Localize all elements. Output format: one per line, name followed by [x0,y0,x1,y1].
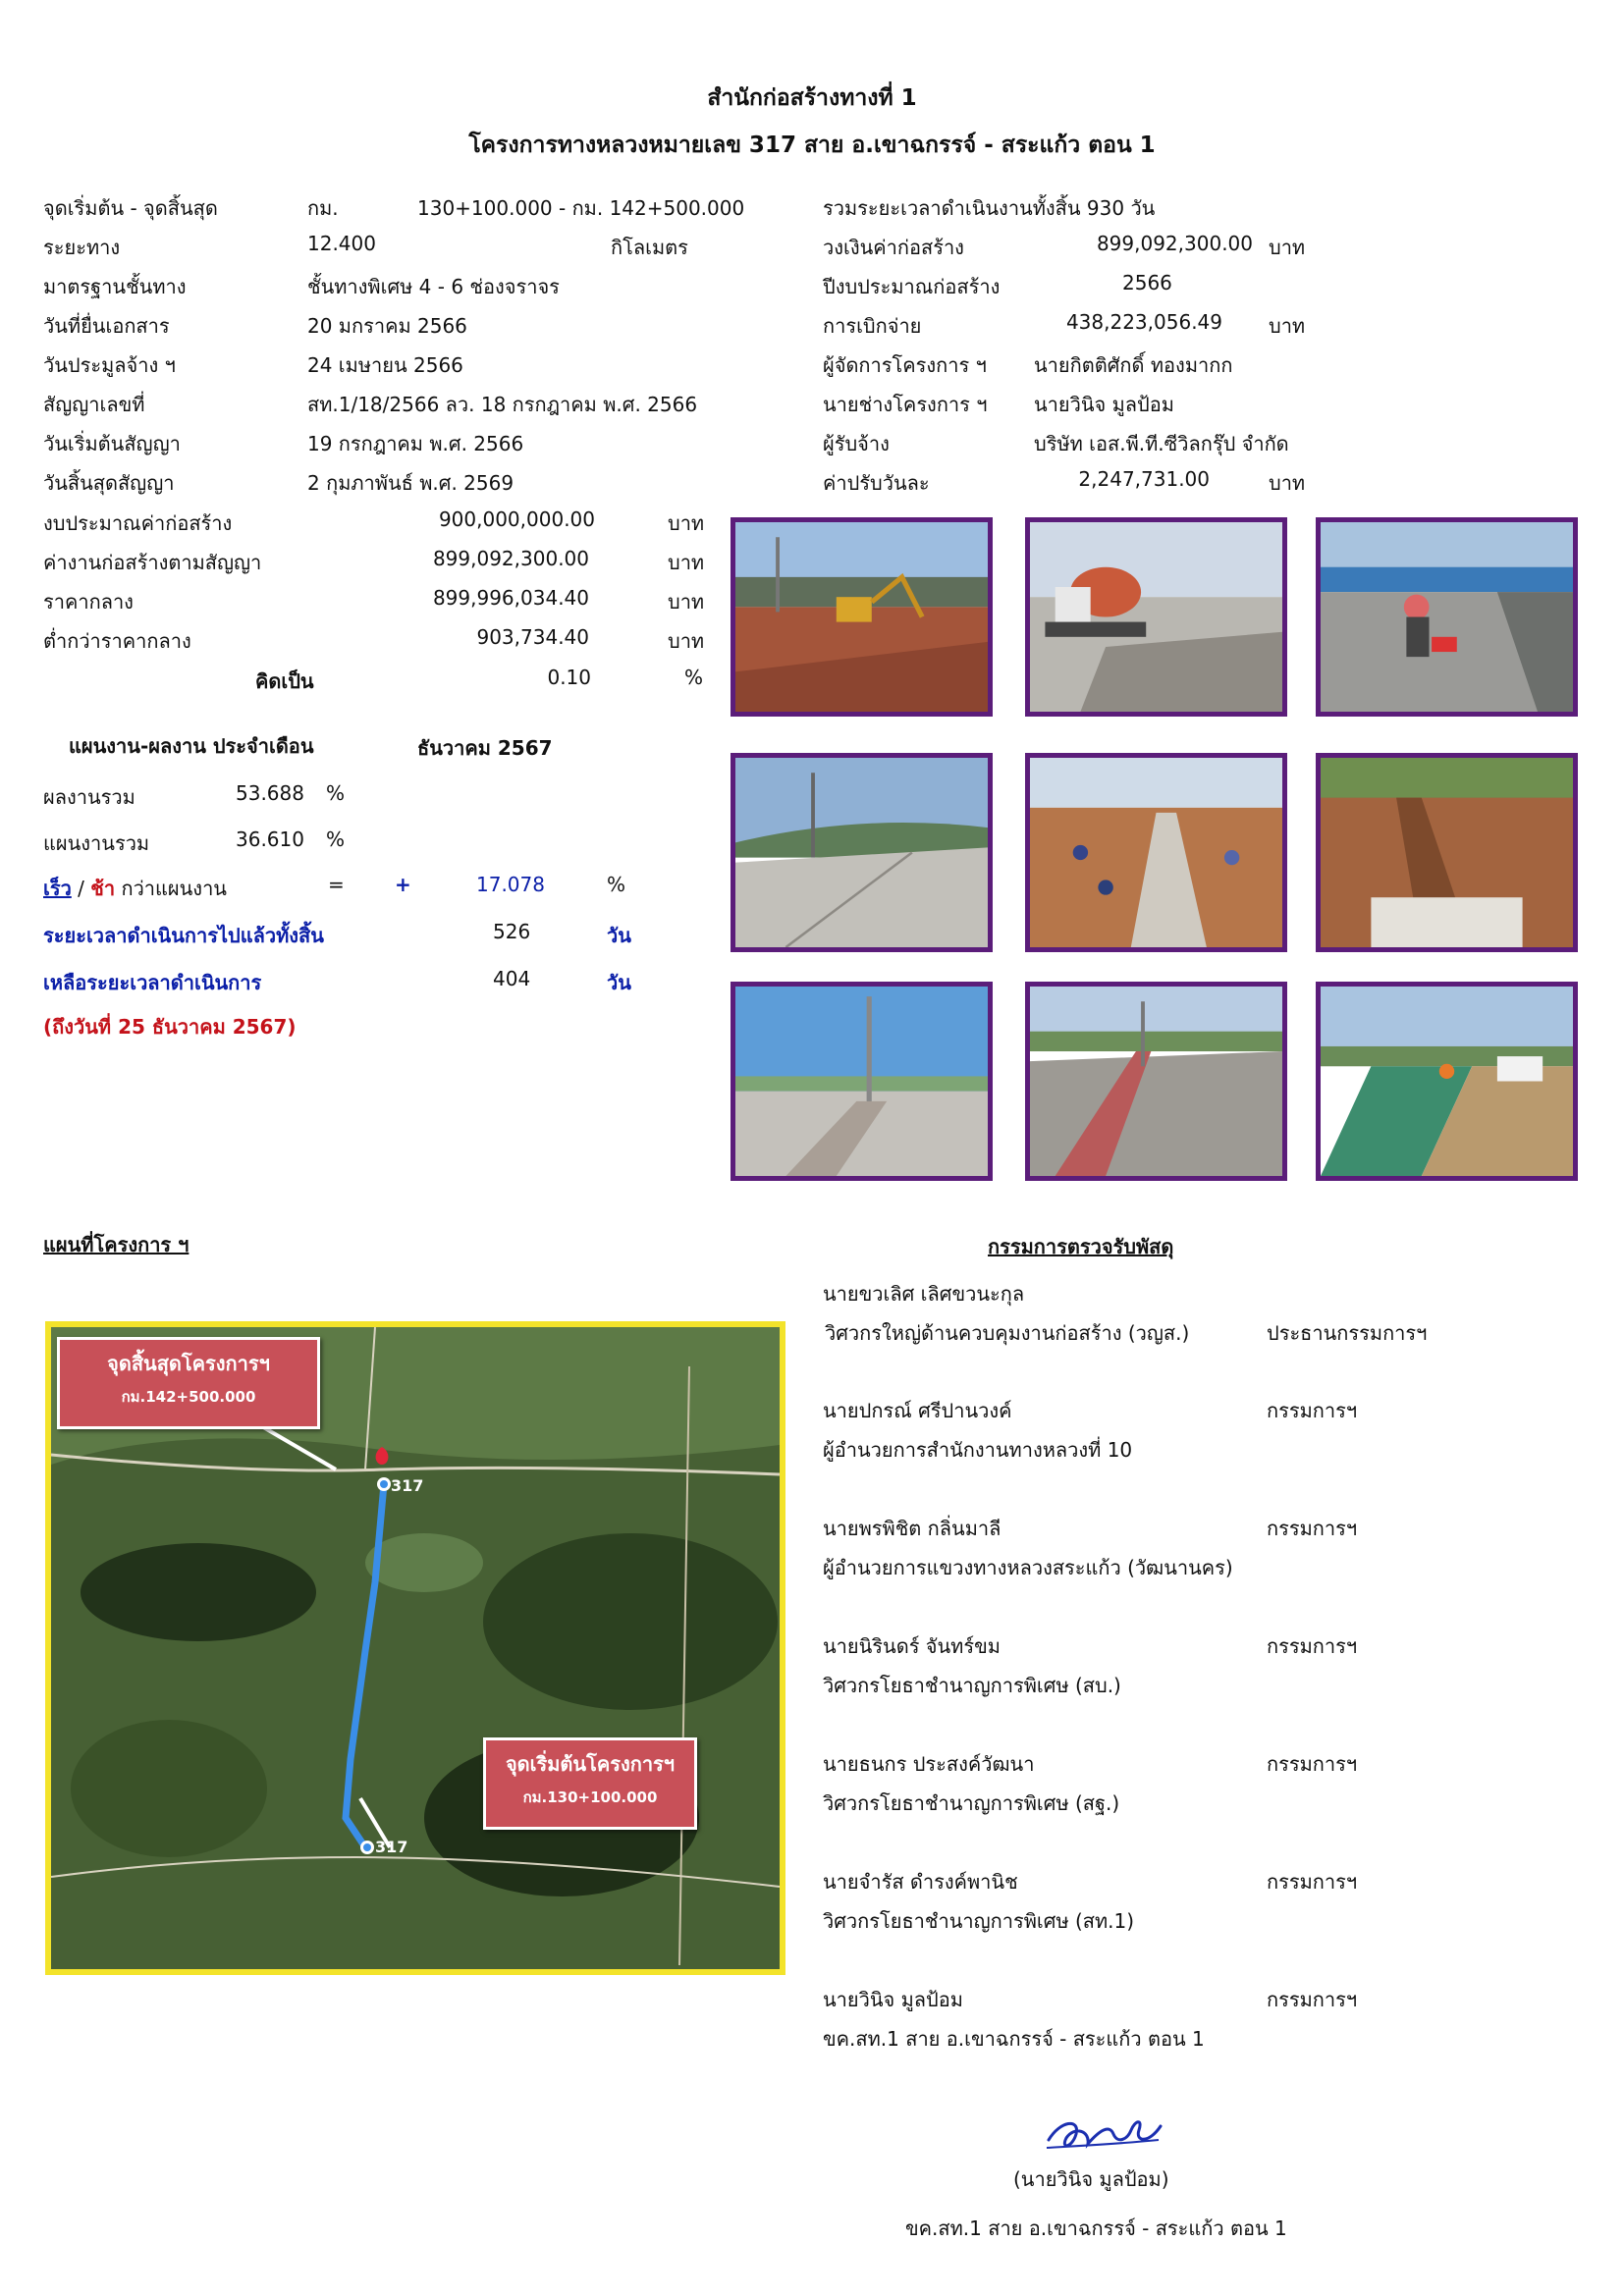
route-label-start: 317 [375,1838,408,1856]
committee-member-position: ขค.สท.1 สาย อ.เขาฉกรรจ์ - สระแก้ว ตอน 1 [823,2027,1205,2051]
committee-member-role: กรรมการฯ [1267,1399,1358,1422]
info-prefix-km: กม. [307,196,339,220]
committee-member-name: นายขวเลิศ เลิศขวนะกุล [823,1282,1025,1306]
info-label-disbursement: การเบิกจ่าย [823,314,922,338]
progress-actual-label: ผลงานรวม [43,785,135,809]
fast-label: เร็ว [43,877,72,900]
budget-value-below-median: 903,734.40 [476,625,589,649]
committee-member-position: วิศวกรโยธาชำนาญการพิเศษ (สบ.) [823,1674,1121,1697]
site-photo-red-paver [1025,982,1287,1181]
committee-member-name: นายจำรัส ดำรงค์พานิช [823,1870,1018,1894]
committee-member-name: นายพรพิชิต กลิ่นมาลี [823,1517,1001,1540]
progress-plan-value: 36.610 [236,828,304,851]
committee-member-name: นายวินิจ มูลป้อม [823,1988,963,2011]
budget-unit-below-median: บาท [668,629,705,653]
info-value-distance: 12.400 [307,232,376,255]
budget-unit-median-price: บาท [668,590,705,614]
info-label-distance: ระยะทาง [43,236,121,259]
signatory-name: (นายวินิจ มูลป้อม) [1013,2167,1169,2191]
map-heading: แผนที่โครงการ ฯ [43,1233,189,1256]
site-photo-excavator [731,517,993,717]
budget-label-percent: คิดเป็น [255,669,314,693]
progress-remaining-unit: วัน [607,971,631,994]
committee-member-name: นายธนกร ประสงค์วัฒนา [823,1752,1035,1776]
budget-label-contract: ค่างานก่อสร้างตามสัญญา [43,551,262,574]
committee-member-role: กรรมการฯ [1267,1517,1358,1540]
info-value-fiscal-year: 2566 [1122,271,1172,294]
site-photo-mixer-truck [1025,517,1287,717]
progress-remaining-value: 404 [493,967,531,990]
info-total-duration: รวมระยะเวลาดำเนินงานทั้งสิ้น 930 วัน [823,196,1156,220]
start-point-km: กม.130+100.000 [522,1789,658,1806]
progress-remaining-label: เหลือระยะเวลาดำเนินการ [43,971,262,994]
budget-value-contract: 899,092,300.00 [432,547,589,570]
info-label-contract-value: วงเงินค่าก่อสร้าง [823,236,964,259]
committee-member-position: ผู้อำนวยการสำนักงานทางหลวงที่ 10 [823,1438,1133,1462]
committee-member-name: นายปกรณ์ ศรีปานวงค์ [823,1399,1012,1422]
committee-member-role: กรรมการฯ [1267,1870,1358,1894]
info-label-submit-date: วันที่ยื่นเอกสาร [43,314,170,338]
progress-actual-unit: % [326,781,346,805]
project-map [45,1321,785,1975]
committee-member-role: ประธานกรรมการฯ [1267,1321,1428,1345]
info-value-contract-no: สท.1/18/2566 ลว. 18 กรกฎาคม พ.ศ. 2566 [307,393,698,416]
site-photo-light-pole [731,982,993,1181]
committee-member-position: วิศวกรโยธาชำนาญการพิเศษ (สฐ.) [823,1791,1120,1815]
start-point-title: จุดเริ่มต้นโครงการฯ [505,1752,676,1776]
info-label-project-manager: ผู้จัดการโครงการ ฯ [823,353,987,377]
info-label-start-end: จุดเริ่มต้น - จุดสิ้นสุด [43,196,218,220]
budget-value-estimate: 900,000,000.00 [438,507,595,531]
info-value-contract-end: 2 กุมภาพันธ์ พ.ศ. 2569 [307,471,514,495]
site-photo-saw-cutting [1316,517,1578,717]
info-label-contract-end: วันสิ้นสุดสัญญา [43,471,175,495]
info-value-contract-value: 899,092,300.00 [1096,232,1253,255]
info-value-standard: ชั้นทางพิเศษ 4 - 6 ช่องจราจร [307,275,560,298]
info-label-standard: มาตรฐานชั้นทาง [43,275,187,298]
signatory-position: ขค.สท.1 สาย อ.เขาฉกรรจ์ - สระแก้ว ตอน 1 [905,2216,1287,2240]
info-value-submit-date: 20 มกราคม 2566 [307,314,467,338]
handwritten-signature [1041,2101,1168,2160]
budget-unit-percent: % [684,666,704,689]
info-unit-contract-value: บาท [1269,236,1306,259]
progress-vs-plan [43,873,227,904]
progress-diff-unit: % [607,873,626,896]
progress-as-of-date: (ถึงวันที่ 25 ธันวาคม 2567) [43,1015,297,1039]
info-value-project-engineer: นายวินิจ มูลป้อม [1034,393,1174,416]
budget-value-median-price: 899,996,034.40 [432,586,589,610]
info-unit-daily-fine: บาท [1269,471,1306,495]
office-title: สำนักก่อสร้างทางที่ 1 [707,85,917,111]
start-point-callout [483,1737,697,1830]
info-value-daily-fine: 2,247,731.00 [1078,467,1210,491]
committee-heading: กรรมการตรวจรับพัสดุ [988,1235,1174,1258]
info-value-contract-start: 19 กรกฎาคม พ.ศ. 2566 [307,432,524,455]
progress-elapsed-label: ระยะเวลาดำเนินการไปแล้วทั้งสิ้น [43,924,324,947]
info-label-contract-start: วันเริ่มต้นสัญญา [43,432,181,455]
committee-member-position: วิศวกรใหญ่ด้านควบคุมงานก่อสร้าง (วญส.) [825,1321,1190,1345]
info-label-contractor: ผู้รับจ้าง [823,432,890,455]
info-value-project-manager: นายกิตติศักดิ์ ทองมากก [1034,353,1233,377]
committee-member-name: นายนิรินดร์ จันทร์ขม [823,1634,1001,1658]
site-photo-concrete-road [731,753,993,952]
progress-diff-value: 17.078 [476,873,545,896]
info-unit-distance: กิโลเมตร [611,236,688,259]
info-label-contract-no: สัญญาเลขที่ [43,393,145,416]
progress-heading: แผนงาน-ผลงาน ประจำเดือน [69,734,314,758]
site-photo-green-paver [1316,982,1578,1181]
slow-label: ช้า [90,877,116,900]
progress-actual-value: 53.688 [236,781,304,805]
info-unit-disbursement: บาท [1269,314,1306,338]
slash: / [78,877,84,900]
committee-member-position: ผู้อำนวยการแขวงทางหลวงสระแก้ว (วัฒนานคร) [823,1556,1233,1579]
budget-label-estimate: งบประมาณค่าก่อสร้าง [43,511,233,535]
progress-elapsed-value: 526 [493,920,531,943]
info-label-project-engineer: นายช่างโครงการ ฯ [823,393,988,416]
budget-label-below-median: ต่ำกว่าราคากลาง [43,629,191,653]
committee-member-role: กรรมการฯ [1267,1752,1358,1776]
committee-member-role: กรรมการฯ [1267,1634,1358,1658]
info-label-fiscal-year: ปีงบประมาณก่อสร้าง [823,275,1001,298]
progress-month: ธันวาคม 2567 [417,736,553,760]
budget-value-percent: 0.10 [547,666,591,689]
site-photo-pipe-trench [1316,753,1578,952]
site-photo-drainage-trench [1025,753,1287,952]
progress-elapsed-unit: วัน [607,924,631,947]
info-label-auction-date: วันประมูลจ้าง ฯ [43,353,176,377]
project-title: โครงการทางหลวงหมายเลข 317 สาย อ.เขาฉกรรจ์ - สระแก้ว ตอน 1 [468,133,1156,158]
end-point-title: จุดสิ้นสุดโครงการฯ [107,1352,270,1375]
budget-label-median-price: ราคากลาง [43,590,134,614]
progress-plan-unit: % [326,828,346,851]
end-point-callout [57,1337,320,1429]
info-value-disbursement: 438,223,056.49 [1065,310,1222,334]
vs-plan-label: กว่าแผนงาน [121,877,227,900]
progress-plan-label: แผนงานรวม [43,831,150,855]
committee-member-position: วิศวกรโยธาชำนาญการพิเศษ (สท.1) [823,1909,1135,1933]
info-value-auction-date: 24 เมษายน 2566 [307,353,463,377]
info-label-daily-fine: ค่าปรับวันละ [823,471,930,495]
progress-equals: = [328,873,345,896]
info-value-start-end: 130+100.000 - กม. 142+500.000 [417,196,745,220]
progress-sign: + [395,873,411,896]
end-point-km: กม.142+500.000 [121,1388,256,1406]
budget-unit-estimate: บาท [668,511,705,535]
info-value-contractor: บริษัท เอส.พี.ที.ซีวิลกรุ๊ป จำกัด [1034,432,1289,455]
route-label-end: 317 [391,1476,424,1495]
committee-member-role: กรรมการฯ [1267,1988,1358,2011]
budget-unit-contract: บาท [668,551,705,574]
